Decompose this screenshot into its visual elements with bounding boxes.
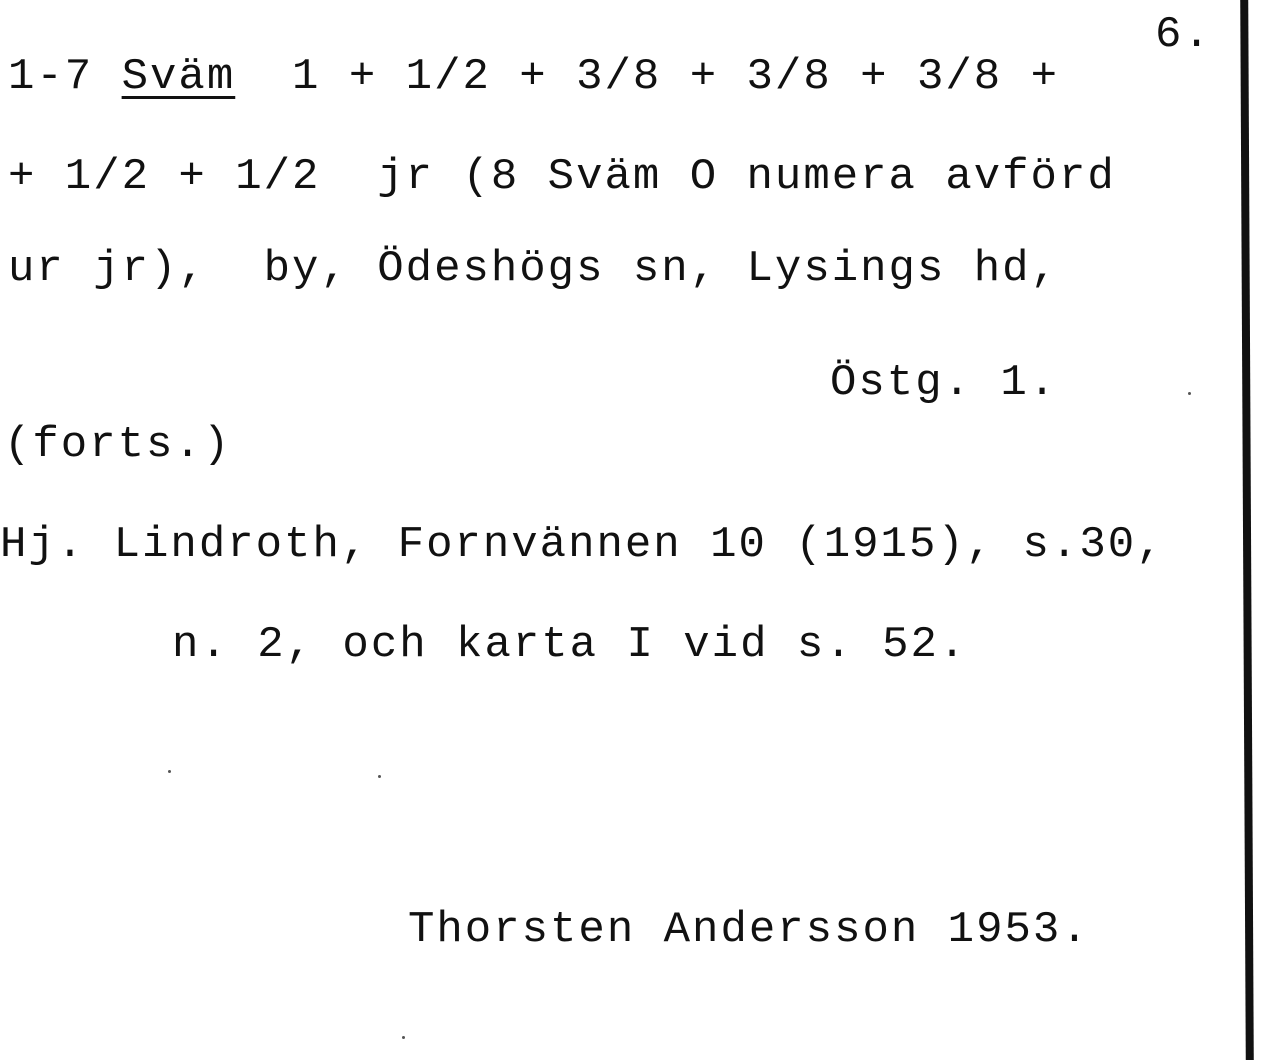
entry-fractions: 1 + 1/2 + 3/8 + 3/8 + 3/8 + xyxy=(235,52,1059,102)
scan-speck xyxy=(402,1036,405,1039)
reference-line-1: Hj. Lindroth, Fornvännen 10 (1915), s.30, xyxy=(0,520,1165,570)
scan-speck xyxy=(1188,392,1191,395)
entry-line-3: ur jr), by, Ödeshögs sn, Lysings hd, xyxy=(8,244,1059,294)
entry-line-2: + 1/2 + 1/2 jr (8 Sväm O numera avförd xyxy=(8,152,1116,202)
entry-heading-line xyxy=(8,52,1059,102)
card-edge-line xyxy=(1240,0,1254,1060)
page-number: 6. xyxy=(1155,10,1212,60)
province-line: Östg. 1. xyxy=(830,358,1058,408)
author-signature: Thorsten Andersson 1953. xyxy=(408,905,1090,955)
continued-note: (forts.) xyxy=(4,420,232,470)
entry-range: 1-7 xyxy=(8,52,122,102)
scan-speck xyxy=(168,770,171,773)
scan-speck xyxy=(378,775,381,778)
place-name: Sväm xyxy=(121,52,236,102)
reference-line-2: n. 2, och karta I vid s. 52. xyxy=(172,620,968,670)
